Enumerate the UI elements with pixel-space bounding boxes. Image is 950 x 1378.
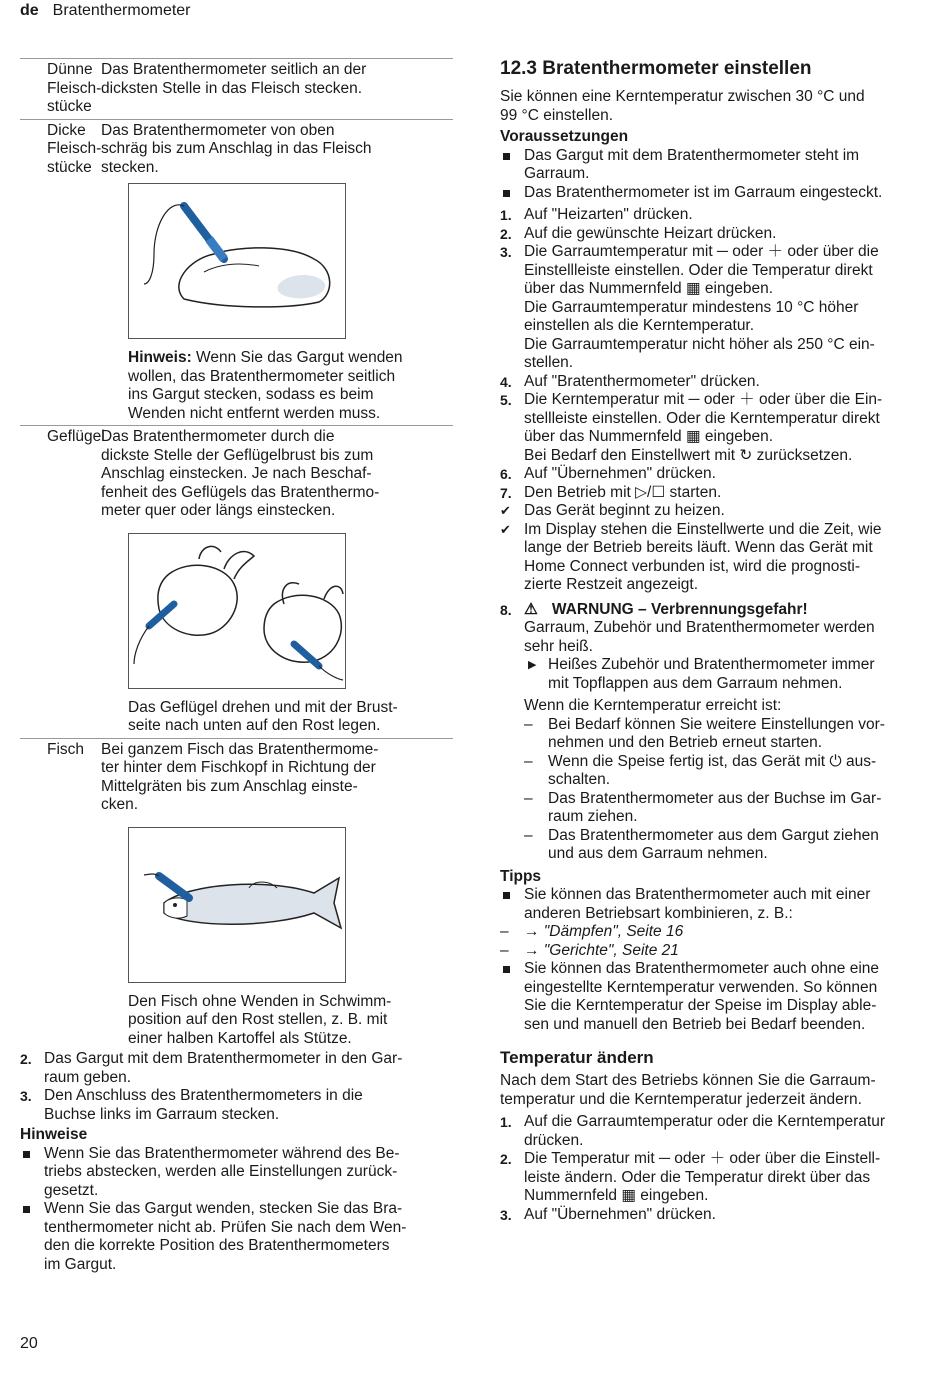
tip-line: eingestellte Kerntemperatur verwenden. So können (524, 978, 878, 996)
option-text (548, 790, 881, 827)
option-line: Das Bratenthermometer aus der Buchse im Gar- (548, 789, 882, 807)
note-item (20, 1145, 453, 1201)
prereq-item (500, 147, 930, 184)
note-text: Wenn Sie das Gargut wenden (191, 349, 403, 366)
step-line: Das Gargut mit dem Bratenthermometer in den Gar- (44, 1050, 403, 1067)
tip-text (524, 886, 870, 923)
notes-heading: Hinweise (20, 1126, 88, 1143)
bullet-icon (500, 960, 524, 1034)
result-item (500, 521, 930, 595)
step-text (524, 601, 885, 864)
fish-illustration-svg (129, 828, 345, 982)
row-key (20, 122, 101, 178)
step-text (44, 1087, 363, 1124)
step-number: 5. (500, 392, 512, 408)
note-line: seite nach unten auf den Rost legen. (128, 717, 381, 734)
row-value-line: stecken. (101, 158, 159, 176)
step-item (500, 391, 930, 465)
step-text (524, 391, 882, 465)
step-line: Den Betrieb mit ▷/☐ starten. (524, 483, 722, 501)
step-number: 8. (500, 601, 512, 618)
result-line: lange der Betrieb bereits läuft. Wenn das Gerät mit (524, 539, 873, 556)
checkmark-icon: ✔ (500, 503, 511, 518)
dash-icon: – (524, 752, 533, 770)
meat-thermometer-illustration (128, 183, 346, 339)
row-key-line: stücke (47, 158, 92, 176)
row-value-line: Das Bratenthermometer seitlich an der (101, 61, 367, 78)
row-value-line: Das Bratenthermometer von oben (101, 121, 335, 139)
tip-item (500, 886, 930, 923)
row-key-line: stücke (47, 98, 92, 115)
row-value (101, 741, 453, 815)
note-line: position auf den Rost stellen, z. B. mit (128, 1011, 388, 1028)
action-line: Heißes Zubehör und Bratenthermometer immer (548, 656, 875, 673)
note-line: den die korrekte Position des Bratenthermometers (44, 1237, 390, 1254)
step-text (524, 1150, 880, 1206)
step-line: Auf die gewünschte Heizart drücken. (524, 224, 777, 242)
row-value-line: Mittelgräten bis zum Anschlag einste- (101, 777, 358, 795)
note-line: wollen, das Bratenthermometer seitlich (128, 367, 396, 385)
option-item (524, 753, 885, 790)
note-line: Wenn Sie das Gargut wenden, stecken Sie das Bra- (44, 1200, 403, 1217)
bullet-icon (20, 1145, 44, 1201)
step-text (44, 1050, 402, 1087)
step-number: 1. (500, 1114, 512, 1130)
step-item (500, 465, 930, 484)
header-title: Bratenthermometer (52, 2, 191, 19)
step-line: Auf "Übernehmen" drücken. (524, 465, 716, 482)
action-item (524, 656, 885, 693)
meat-note (128, 349, 453, 423)
note-line: triebs abstecken, werden alle Einstellungen zurück- (44, 1163, 398, 1180)
tip-text (524, 960, 879, 1034)
note-line: Wenden nicht entfernt werden muss. (128, 404, 381, 422)
step-number: 2. (20, 1051, 32, 1067)
row-value-line: fenheit des Geflügels das Bratenthermo- (101, 483, 380, 501)
result-item (500, 502, 930, 521)
action-line: mit Topflappen aus dem Garraum nehmen. (548, 674, 843, 692)
table-row (20, 119, 453, 178)
poultry-thermometer-illustration (128, 533, 346, 689)
note-line (128, 349, 453, 368)
step-line: Auf die Garraumtemperatur oder die Kerntemperatur (524, 1113, 885, 1130)
action-text (548, 656, 875, 693)
step-line: Garraum, Zubehör und Bratenthermometer werden (524, 619, 875, 636)
prereq-heading: Voraussetzungen (500, 128, 629, 145)
arrow-icon: ▶ (528, 659, 537, 671)
row-value-line: dicksten Stelle in das Fleisch stecken. (101, 79, 363, 97)
poultry-illustration-svg (129, 534, 345, 688)
step-line: Die Garraumtemperatur mindestens 10 °C höher (524, 298, 859, 316)
left-column (20, 58, 453, 1274)
step-number: 2. (500, 225, 512, 242)
option-item (524, 827, 885, 864)
intro-line: 99 °C einstellen. (500, 106, 614, 124)
tip-line: Sie können das Bratenthermometer auch mit einer (524, 886, 871, 903)
step-item (500, 1206, 930, 1225)
step-number: 3. (500, 1206, 512, 1223)
step-item (500, 373, 930, 392)
step-line: Den Anschluss des Bratenthermometers in die (44, 1087, 363, 1104)
note-label: Hinweis: (128, 349, 192, 366)
step-line: raum geben. (44, 1068, 132, 1086)
step-item (20, 1087, 453, 1124)
row-value-line: cken. (101, 796, 139, 813)
link-gerichte[interactable]: → "Gerichte", Seite 21 (524, 941, 679, 959)
note-line: einer halben Kartoffel als Stütze. (128, 1029, 352, 1047)
tip-link-item (500, 942, 930, 961)
note-text (44, 1145, 400, 1201)
bullet-icon (500, 886, 524, 923)
step-number: 1. (500, 207, 512, 223)
warning-text: WARNUNG – Verbrennungsgefahr! (551, 600, 808, 618)
step-line: Einstellleiste einstellen. Oder die Temperatur direkt (524, 261, 873, 279)
page-header (20, 2, 191, 21)
row-key (20, 61, 101, 117)
step-line: über das Nummernfeld ▦ eingeben. (524, 280, 774, 297)
dash-icon: – (500, 923, 509, 940)
note-line: Den Fisch ohne Wenden in Schwimm- (128, 992, 392, 1010)
row-key-line: Dünne (47, 61, 93, 78)
tip-item (500, 960, 930, 1034)
row-value-line: Anschlag einstecken. Je nach Beschaf- (101, 465, 372, 482)
option-item (524, 716, 885, 753)
step-line: Die Kerntemperatur mit ─ oder ＋ oder über die Ein- (524, 391, 883, 408)
right-column (500, 58, 930, 1224)
option-line: nehmen und den Betrieb erneut starten. (548, 734, 823, 751)
prereq-line: Garraum. (524, 165, 590, 182)
tip-line: Sie die Kerntemperatur der Speise im Display able- (524, 997, 877, 1014)
row-value-line: dickste Stelle der Geflügelbrust bis zum (101, 446, 374, 464)
result-line: Home Connect verbunden ist, wird die prognosti- (524, 557, 861, 575)
note-line: gesetzt. (44, 1181, 99, 1199)
step-line: leiste ändern. Oder die Temperatur direkt über das (524, 1168, 871, 1186)
row-key-line: Dicke (47, 121, 86, 139)
row-key-line: Fleisch- (47, 79, 102, 97)
step-line: über das Nummernfeld ▦ eingeben. (524, 428, 774, 445)
prereq-text (524, 147, 859, 184)
tip-line: sen und manuell den Betrieb bei Bedarf beenden. (524, 1015, 866, 1033)
step-number: 3. (500, 244, 512, 260)
step-item (500, 225, 930, 244)
fish-after-note (128, 993, 453, 1049)
language-code: de (20, 2, 39, 19)
step-line: einstellen als die Kerntemperatur. (524, 317, 755, 334)
row-value-line: meter quer oder längs einstecken. (101, 502, 336, 519)
fish-thermometer-illustration (128, 827, 346, 983)
prereq-line: Das Gargut mit dem Bratenthermometer steht im (524, 146, 860, 164)
option-item (524, 790, 885, 827)
dash-icon: – (500, 941, 509, 959)
tip-line: anderen Betriebsart kombinieren, z. B.: (524, 904, 793, 922)
tip-line: Sie können das Bratenthermometer auch ohne eine (524, 960, 880, 977)
row-value-line: schräg bis zum Anschlag in das Fleisch (101, 140, 372, 157)
step-line: Die Temperatur mit ─ oder ＋ oder über die Einstell- (524, 1150, 881, 1167)
note-item (20, 1200, 453, 1274)
note-line: im Gargut. (44, 1255, 117, 1273)
section-title: 12.3 Bratenthermometer einstellen (500, 58, 812, 79)
option-line: und aus dem Garraum nehmen. (548, 845, 768, 862)
prereq-line: Das Bratenthermometer ist im Garraum eingesteckt. (524, 183, 883, 201)
option-text (548, 827, 879, 864)
step-line: drücken. (524, 1131, 584, 1149)
step-item (20, 1050, 453, 1087)
tips-heading: Tipps (500, 867, 542, 885)
step-number: 6. (500, 466, 512, 482)
row-key-line: Fleisch- (47, 140, 102, 157)
step-item (500, 601, 930, 864)
warning-triangle-icon: ⚠ (524, 600, 538, 618)
step-line: stellleiste einstellen. Oder die Kerntemperatur direkt (524, 409, 880, 427)
option-text (548, 716, 885, 753)
row-value (101, 61, 453, 117)
dash-icon: – (524, 826, 533, 844)
bullet-icon (500, 184, 524, 203)
bullet-icon (500, 147, 524, 184)
step-text (524, 1113, 885, 1150)
step-item (500, 484, 930, 503)
table-row (20, 425, 453, 521)
page-number: 20 (20, 1335, 38, 1352)
step-item (500, 206, 930, 225)
option-line: schalten. (548, 771, 611, 788)
subsection-title: Temperatur ändern (500, 1048, 654, 1067)
step-line: stellen. (524, 354, 574, 371)
dash-icon: – (524, 715, 533, 733)
step-line: Auf "Bratenthermometer" drücken. (524, 372, 760, 390)
row-key: Fisch (47, 740, 85, 758)
option-line: raum ziehen. (548, 808, 638, 825)
poultry-after-note (128, 699, 453, 736)
result-line: Im Display stehen die Einstellwerte und die Zeit, wie (524, 520, 882, 538)
note-line: Das Geflügel drehen und mit der Brust- (128, 698, 398, 716)
step-line: Bei Bedarf den Einstellwert mit ↻ zurücksetzen. (524, 446, 853, 464)
intro-line: temperatur und die Kerntemperatur jederzeit ändern. (500, 1090, 862, 1108)
checkmark-icon: ✔ (500, 521, 511, 537)
note-text (44, 1200, 406, 1274)
bullet-icon (20, 1200, 44, 1274)
table-row (20, 58, 453, 117)
step-number: 7. (500, 484, 512, 501)
row-value-line: Das Bratenthermometer durch die (101, 428, 335, 445)
step-line: Nummernfeld ▦ eingeben. (524, 1187, 709, 1204)
intro-line: Nach dem Start des Betriebs können Sie die Garraum- (500, 1072, 876, 1089)
step-item (500, 1113, 930, 1150)
option-line: Das Bratenthermometer aus dem Gargut ziehen (548, 826, 879, 844)
row-value-line: ter hinter dem Fischkopf in Richtung der (101, 759, 376, 776)
row-value (101, 122, 453, 178)
meat-illustration-svg (129, 184, 345, 338)
step-number: 3. (20, 1088, 32, 1104)
dash-icon: – (524, 789, 533, 807)
step-line: Die Garraumtemperatur mit ─ oder ＋ oder über die (524, 243, 879, 260)
step-line: sehr heiß. (524, 637, 593, 655)
table-row (20, 738, 453, 815)
note-line: ins Gargut stecken, sodass es beim (128, 386, 374, 403)
tip-link-item (500, 923, 930, 942)
intro-line: Sie können eine Kerntemperatur zwischen 30 °C und (500, 88, 865, 105)
result-line: Das Gerät beginnt zu heizen. (524, 502, 725, 519)
option-text (548, 753, 876, 790)
step-line: Auf "Heizarten" drücken. (524, 206, 693, 223)
result-line: zierte Restzeit angezeigt. (524, 576, 699, 593)
row-value-line: Bei ganzem Fisch das Bratenthermome- (101, 740, 379, 758)
prereq-item (500, 184, 930, 203)
step-item (500, 243, 930, 373)
condition-line: Wenn die Kerntemperatur erreicht ist: (524, 697, 782, 714)
row-value (101, 428, 453, 521)
note-line: tenthermometer nicht ab. Prüfen Sie nach dem Wen- (44, 1218, 407, 1236)
step-number: 4. (500, 373, 512, 390)
row-key: Geflügel (47, 428, 105, 445)
option-line: Bei Bedarf können Sie weitere Einstellungen vor- (548, 715, 885, 733)
step-text (524, 243, 879, 373)
step-item (500, 1150, 930, 1206)
option-line: Wenn die Speise fertig ist, das Gerät mit ⏻ aus- (548, 752, 877, 770)
warning-line (524, 601, 885, 620)
note-line: Wenn Sie das Bratenthermometer während des Be- (44, 1144, 400, 1162)
step-line: Die Garraumtemperatur nicht höher als 250 °C ein- (524, 335, 875, 353)
step-line: Auf "Übernehmen" drücken. (524, 1205, 716, 1223)
result-text (524, 521, 882, 595)
step-line: Buchse links im Garraum stecken. (44, 1105, 280, 1123)
step-number: 2. (500, 1151, 512, 1167)
link-daempfen[interactable]: → "Dämpfen", Seite 16 (524, 923, 684, 940)
